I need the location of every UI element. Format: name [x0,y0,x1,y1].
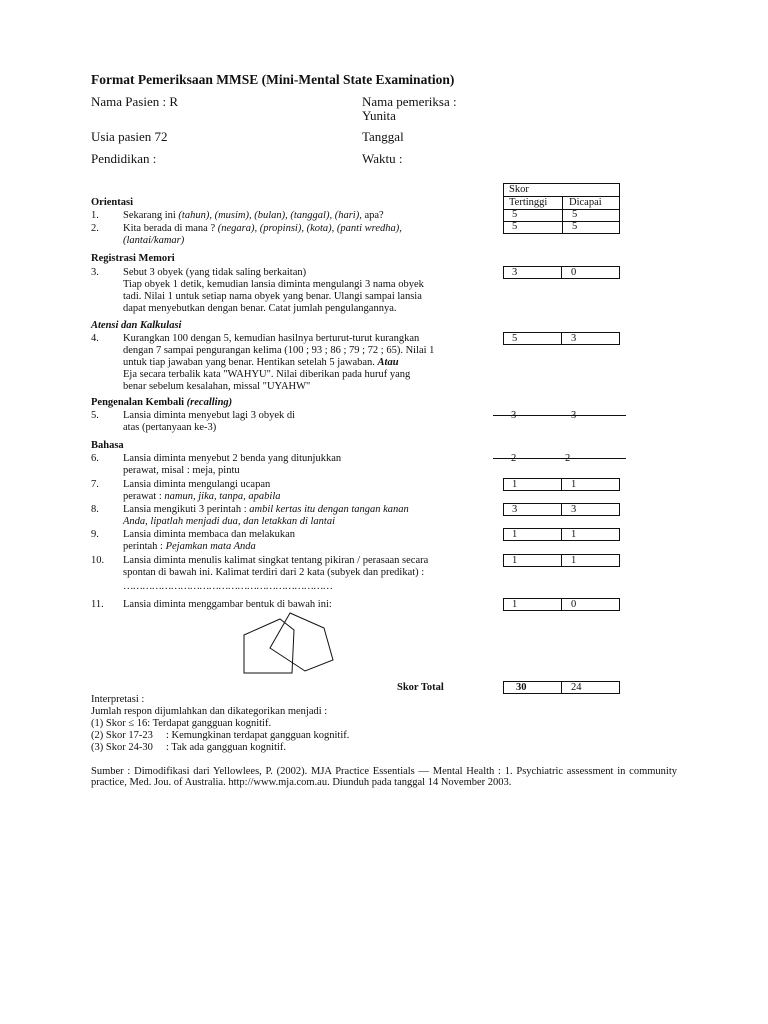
item-1-text: Sekarang ini (tahun), (musim), (bulan), (tanggal), (hari), apa? [123,210,384,221]
item-3-text-cont: tadi. Nilai 1 untuk setiap nama obyek yang benar. Ulangi sampai lansia [123,291,422,302]
item-9-text-cont: perintah : Pejamkan mata Anda [123,541,256,552]
section-pengenalan: Pengenalan Kembali (recalling) [91,397,233,408]
examiner-name: Yunita [362,108,396,123]
item-10-text: Lansia diminta menulis kalimat singkat tentang pikiran / perasaan secara [123,555,429,566]
item-11-text: Lansia diminta menggambar bentuk di bawah ini: [123,599,332,610]
examiner-label: Nama pemeriksa : [362,94,457,109]
score-7: 1 1 [503,478,620,491]
item-8-text-cont: Anda, lipatlah menjadi dua, dan letakkan di lantai [123,516,336,527]
total-label: Skor Total [397,682,444,693]
item-6-text-cont: perawat, misal : meja, pintu [123,465,240,476]
score-1-got: 5 [572,209,578,220]
interpretation-title: Interpretasi : [91,694,145,705]
score-header-got: Dicapai [569,197,602,208]
item-4-text-cont: untuk tiap jawaban yang benar. Hentikan setelah 5 jawaban. Atau [123,357,399,368]
interpretation-line: (2) Skor 17-23 : Kemungkinan terdapat gangguan kognitif. [91,730,350,741]
score-header-table [503,183,620,210]
item-8-text: Lansia mengikuti 3 perintah : ambil kertas itu dengan tangan kanan [123,504,409,515]
item-6-text: Lansia diminta menyebut 2 benda yang ditunjukkan [123,453,342,464]
item-3-text-cont: Tiap obyek 1 detik, kemudian lansia diminta mengulangi 3 nama obyek [123,279,424,290]
section-atensi: Atensi dan Kalkulasi [91,320,182,331]
strike-line [493,458,626,459]
item-number: 8. [91,504,99,515]
section-registrasi: Registrasi Memori [91,253,175,264]
exam-time: Waktu : [362,151,403,166]
score-total: 30 24 [503,681,620,694]
item-number: 3. [91,267,99,278]
item-4-text-cont: Eja secara terbalik kata "WAHYU". Nilai diberikan pada huruf yang [123,369,411,380]
patient-education: Pendidikan : [91,151,157,166]
item-number: 9. [91,529,99,540]
strike-line [493,415,626,416]
score-header-skor: Skor [509,184,529,195]
item-2-text: Kita berada di mana ? (negara), (propinsi), (kota), (panti wredha), [123,223,402,234]
interpretation-line: Jumlah respon dijumlahkan dan dikategorikan menjadi : [91,706,328,717]
score-11: 1 0 [503,598,620,611]
item-number: 4. [91,333,99,344]
item-9-text: Lansia diminta membaca dan melakukan [123,529,296,540]
patient-name: Nama Pasien : R [91,94,179,109]
score-2-max: 5 [512,221,518,232]
pentagon-shape [270,613,333,671]
score-8: 3 3 [503,503,620,516]
interpretation-line: (3) Skor 24-30 : Tak ada gangguan kognitif. [91,742,287,753]
score-rows-orientasi [503,209,620,234]
item-number: 7. [91,479,99,490]
section-orientasi: Orientasi [91,197,133,208]
interpretation-line: (1) Skor ≤ 16: Terdapat gangguan kognitif. [91,718,272,729]
exam-date: Tanggal [362,129,404,144]
source-citation: Sumber : Dimodifikasi dari Yellowlees, P. (2002). MJA Practice Essentials — Mental Health : 1. Psychiatric assessment in community practice, Med. Jou. of Australia. http://www.mja.com.au. Diunduh pada tanggal 14 November 2003. [91,766,677,788]
item-number: 1. [91,210,99,221]
pentagon-drawing [240,610,370,680]
item-4-text-cont: benar sebelum kesalahan, missal "UYAHW" [123,381,311,392]
score-4: 5 3 [503,332,620,345]
pentagon-shape [244,619,294,673]
page-title: Format Pemeriksaan MMSE (Mini-Mental State Examination) [91,72,455,87]
item-3-text-cont: dapat menyebutkan dengan benar. Catat jumlah pengulangannya. [123,303,397,314]
item-number: 6. [91,453,99,464]
item-number: 10. [91,555,105,566]
item-7-text: Lansia diminta mengulangi ucapan [123,479,271,490]
score-2-got: 5 [572,221,578,232]
item-number: 5. [91,410,99,421]
patient-age: Usia pasien 72 [91,129,168,144]
item-5-text-cont: atas (pertanyaan ke-3) [123,422,217,433]
item-4-text-cont: dengan 7 sampai pengurangan kelima (100 ; 93 ; 86 ; 79 ; 72 ; 65). Nilai 1 [123,345,435,356]
item-4-text: Kurangkan 100 dengan 5, kemudian hasilnya berturut-turut kurangkan [123,333,420,344]
writing-line: ………………………………………………………… [123,581,332,592]
item-number: 2. [91,223,99,234]
item-10-text-cont: spontan di bawah ini. Kalimat terdiri dari 2 kata (subyek dan predikat) : [123,567,425,578]
section-bahasa: Bahasa [91,440,124,451]
score-9: 1 1 [503,528,620,541]
score-10: 1 1 [503,554,620,567]
item-5-text: Lansia diminta menyebut lagi 3 obyek di [123,410,296,421]
item-3-text: Sebut 3 obyek (yang tidak saling berkaitan) [123,267,307,278]
score-1-max: 5 [512,209,518,220]
item-number: 11. [91,599,104,610]
score-header-max: Tertinggi [509,197,548,208]
item-2-text-cont: (lantai/kamar) [123,235,185,246]
item-7-text-cont: perawat : namun, jika, tanpa, apabila [123,491,281,502]
score-3: 3 0 [503,266,620,279]
